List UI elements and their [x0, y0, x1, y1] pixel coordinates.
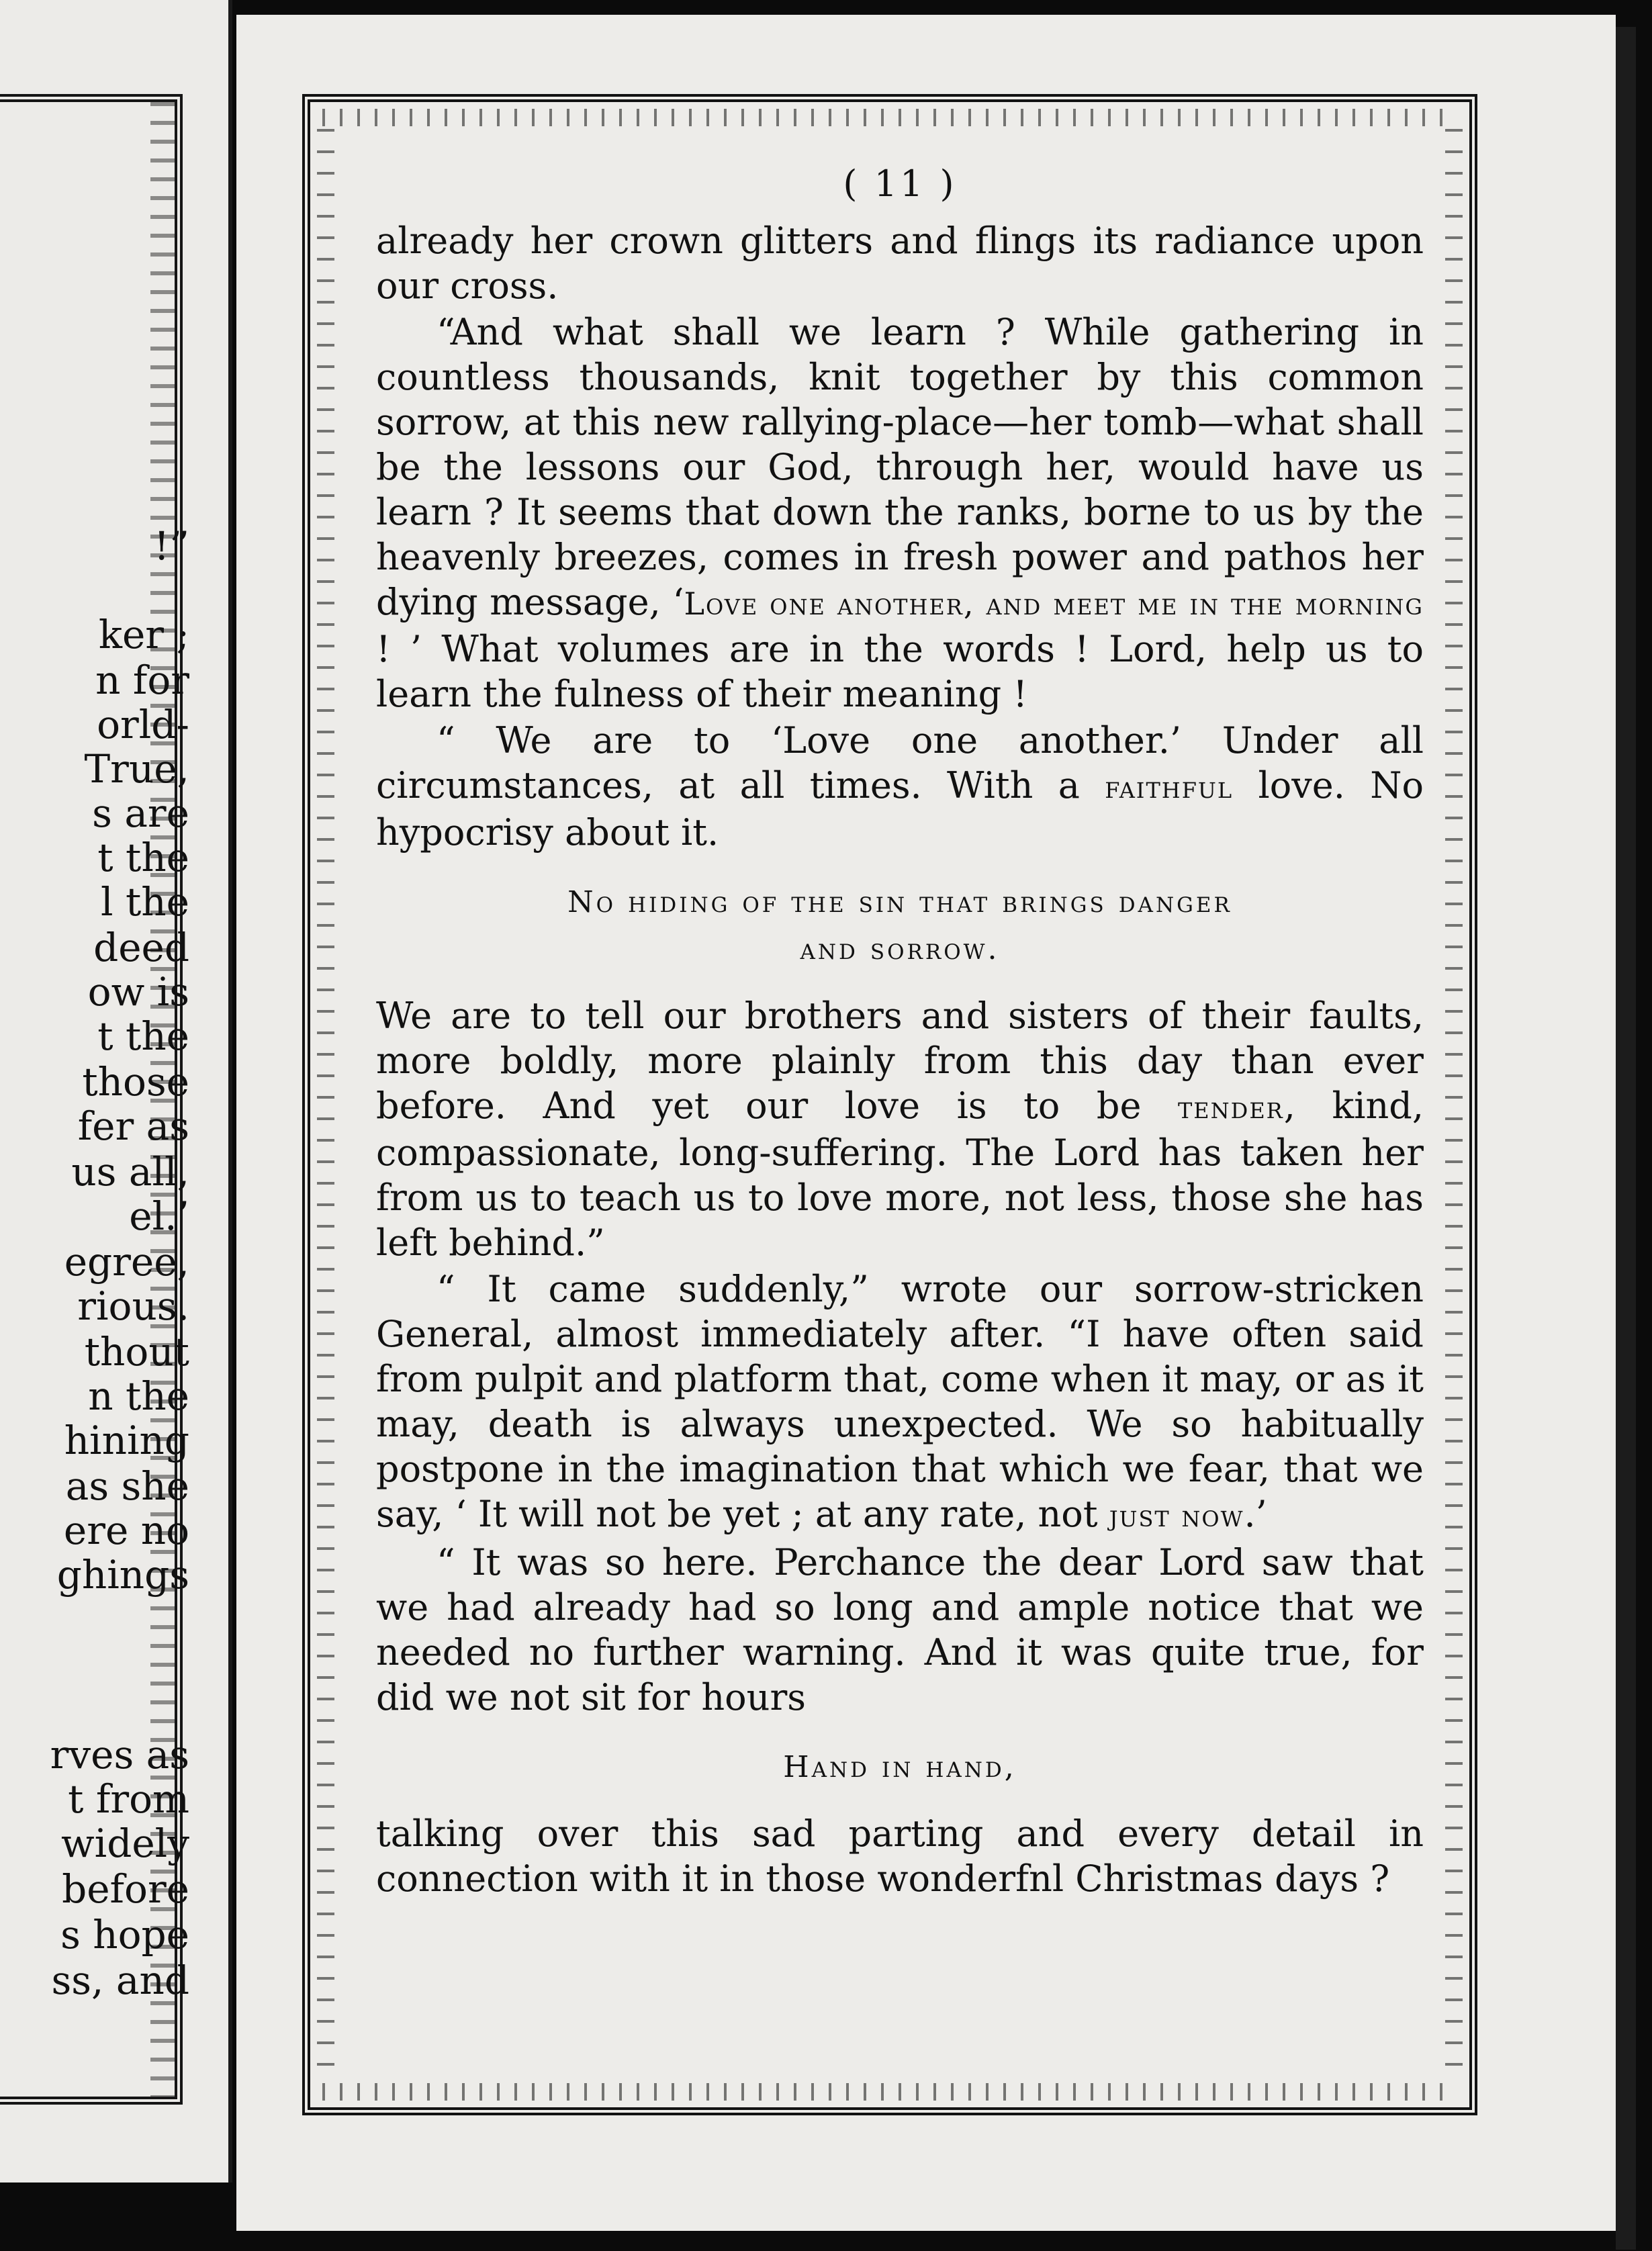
paragraph: We are to tell our brothers and sisters of their faults, more boldly, more plainly from this day than ever before. And yet our love is to be tender, kind, compassionate, long-suffering. The Lord has taken her from us to teach us to love more, not less, those she has left behind.”: [376, 995, 1424, 1264]
left-line: those: [82, 1059, 189, 1105]
section-heading: No hiding of the sin that brings danger and sorrow.: [567, 885, 1232, 966]
section-heading: Hand in hand,: [783, 1750, 1017, 1784]
left-line: n the: [88, 1373, 189, 1419]
left-line: ker ;: [98, 612, 189, 657]
left-line: hining: [64, 1418, 189, 1463]
paragraph: “ It came suddenly,” wrote our sorrow-stricken General, almost immediately after. “I have often said from pulpit and platform that, come when it may, or as it may, death is always unexpected. We so habitually postpone in the imagination that which we fear, that we say, ‘ It will not be yet ; at any rate, not just now.’: [376, 1268, 1424, 1535]
left-line: ere no: [63, 1508, 189, 1553]
left-line: widely: [61, 1821, 189, 1866]
left-line: ghings: [56, 1552, 189, 1598]
paragraph: talking over this sad parting and every detail in connection with it in those wonderfnl Christmas days ?: [376, 1812, 1424, 1900]
page-content: [376, 161, 1424, 1902]
left-line: el.’: [129, 1193, 189, 1239]
left-line: us all,: [71, 1149, 189, 1195]
left-facing-page: [0, 0, 232, 2183]
paragraph: “ It was so here. Perchance the dear Lord saw that we had already had so long and ample notice that we needed no further warning. And it was quite true, for did we not sit for hours: [376, 1541, 1424, 1718]
left-line: rious.: [77, 1283, 189, 1329]
left-line: before: [62, 1866, 189, 1912]
left-line: l the: [101, 879, 189, 925]
left-line: rves as: [50, 1732, 189, 1778]
left-line: !”: [154, 523, 189, 569]
left-line: True,: [84, 746, 189, 792]
right-page-edge: [1616, 27, 1636, 2250]
left-line: s are: [92, 790, 189, 836]
left-line: n for: [95, 657, 189, 703]
left-line: fer as: [77, 1103, 189, 1149]
left-line: ss, and: [51, 1958, 189, 2003]
left-line: as she: [65, 1463, 189, 1509]
left-line: egree,: [64, 1239, 189, 1285]
paragraph: “And what shall we learn ? While gathering in countless thousands, knit together by this common sorrow, at this new rallying-place—her tomb—what shall be the lessons our God, through her, would have us learn ? It seems that down the ranks, borne to us by the heavenly breezes, comes in fresh power and pathos her dying message, ‘Love one another, and meet me in the morning ! ’ What volumes are in the words ! Lord, help us to learn the fulness of their meaning !: [376, 311, 1424, 715]
left-line: deed: [93, 925, 189, 970]
left-line: t the: [97, 1013, 189, 1059]
left-line: ow is: [87, 969, 189, 1015]
left-line: s hope: [60, 1912, 189, 1958]
left-line: t the: [97, 835, 189, 880]
paragraph: already her crown glitters and flings its radiance upon our cross.: [376, 220, 1424, 307]
paragraph: “ We are to ‘Love one another.’ Under all circumstances, at all times. With a faithful love. No hypocrisy about it.: [376, 719, 1424, 854]
page-number: ( 11 ): [843, 163, 957, 205]
left-line: thout: [84, 1329, 189, 1375]
left-line: t from: [68, 1776, 189, 1822]
left-line: orld-: [97, 702, 189, 747]
